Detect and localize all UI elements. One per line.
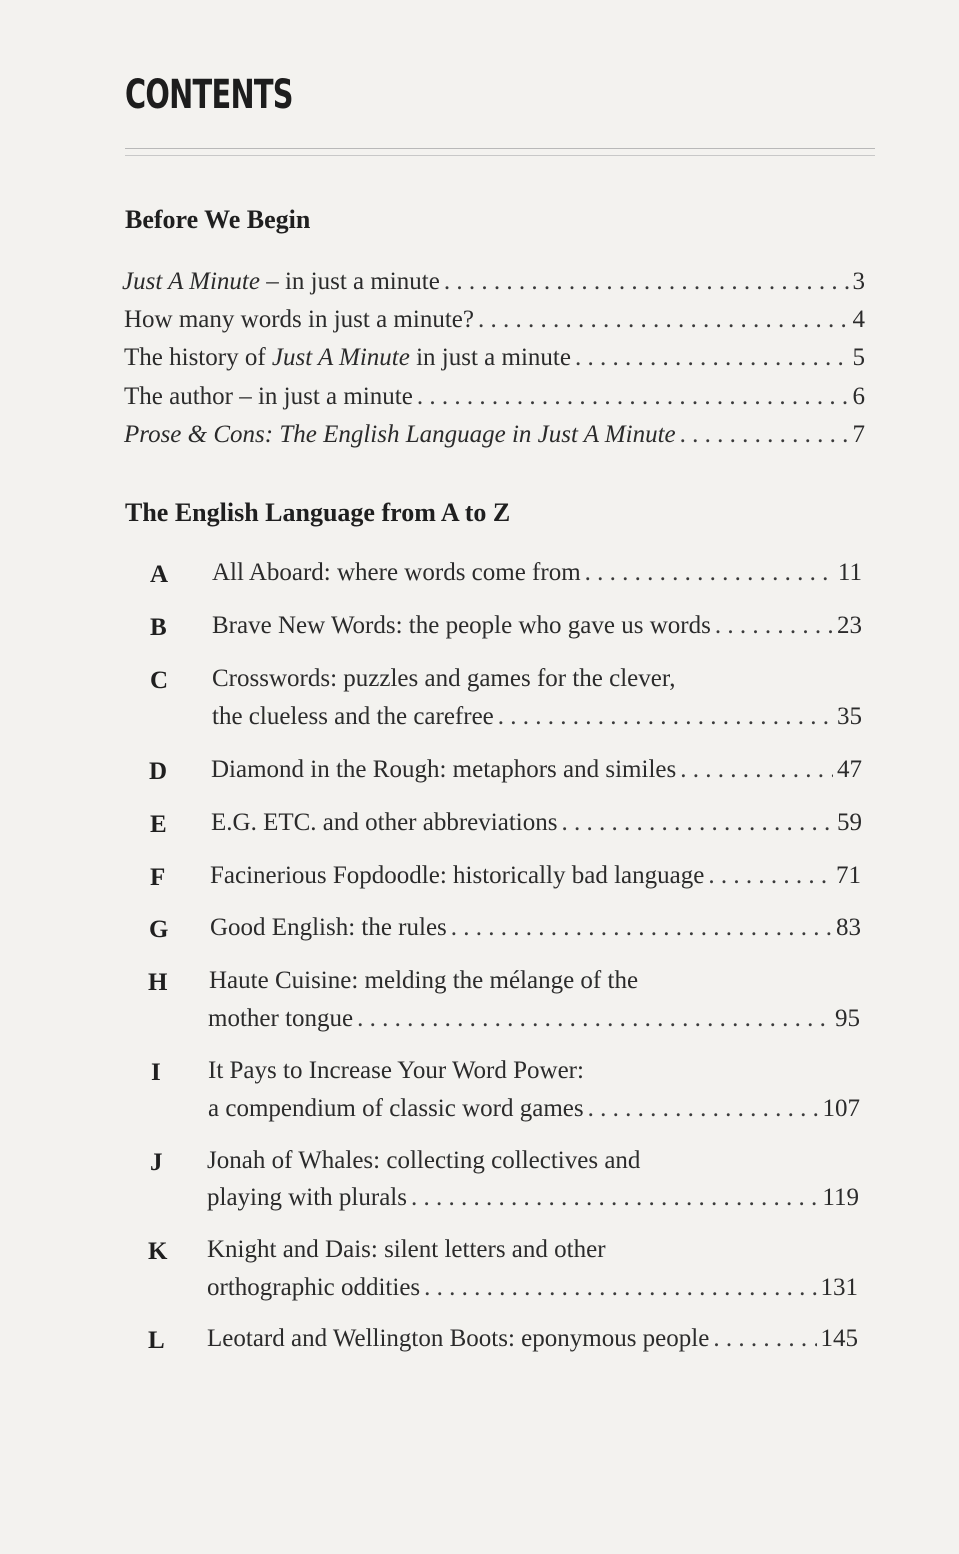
entry-title: Knight and Dais: silent letters and other	[207, 1236, 606, 1263]
leader-dots	[585, 559, 834, 587]
page-number: 83	[836, 914, 861, 941]
entry-title: All Aboard: where words come from	[212, 559, 581, 586]
toc-entry[interactable]	[122, 268, 865, 296]
section-heading-before-we-begin: Before We Begin	[125, 205, 311, 234]
entry-title: Facinerious Fopdoodle: historically bad language	[210, 862, 705, 889]
toc-entry[interactable]	[208, 1095, 860, 1123]
entry-title: Diamond in the Rough: metaphors and similes	[211, 756, 677, 783]
toc-entry[interactable]	[211, 809, 862, 837]
entry-title: How many words in just a minute?	[124, 306, 474, 333]
chapter-letter: I	[151, 1059, 161, 1086]
page-number: 35	[837, 703, 862, 730]
entry-title-italic: Just A Minute	[271, 344, 410, 371]
toc-entry[interactable]	[212, 559, 862, 587]
leader-dots	[708, 862, 832, 890]
entry-title-italic: Prose & Cons: The English Language in Just A Minute	[124, 421, 676, 448]
chapter-letter: L	[148, 1327, 165, 1354]
entry-title: Leotard and Wellington Boots: eponymous people	[207, 1325, 710, 1352]
toc-entry[interactable]	[212, 612, 862, 640]
leader-dots	[424, 1274, 816, 1302]
leader-dots	[411, 1184, 818, 1212]
toc-entry[interactable]	[207, 1325, 858, 1353]
chapter-letter: J	[150, 1149, 163, 1176]
entry-title-italic: Just A Minute	[122, 268, 260, 295]
page-title: CONTENTS	[125, 72, 293, 118]
page-number: 71	[836, 862, 861, 889]
chapter-letter: A	[150, 561, 169, 588]
toc-entry[interactable]	[208, 1005, 860, 1033]
page-number: 47	[837, 756, 862, 783]
page-number: 5	[852, 344, 865, 371]
chapter-letter: D	[149, 758, 168, 785]
leader-dots	[713, 1325, 816, 1353]
page-number: 4	[852, 306, 865, 333]
toc-entry[interactable]	[124, 421, 865, 449]
toc-entry[interactable]	[210, 862, 861, 890]
entry-title: orthographic oddities	[207, 1274, 421, 1301]
entry-title: Jonah of Whales: collecting collectives and	[207, 1147, 641, 1174]
toc-entry[interactable]	[211, 756, 862, 784]
entry-title: – in just a minute	[259, 268, 440, 295]
page-number: 7	[852, 421, 865, 448]
page-number: 107	[822, 1095, 860, 1122]
chapter-letter: G	[149, 916, 169, 943]
leader-dots	[575, 344, 849, 372]
leader-dots	[561, 809, 833, 837]
leader-dots	[444, 268, 849, 296]
entry-title: The history of	[124, 344, 272, 371]
page-number: 95	[835, 1005, 860, 1032]
page-number: 119	[822, 1184, 859, 1211]
entry-title: in just a minute	[409, 344, 571, 371]
leader-dots	[680, 421, 849, 449]
entry-title: the clueless and the carefree	[212, 703, 494, 730]
page-number: 23	[837, 612, 862, 639]
leader-dots	[417, 383, 849, 411]
entry-title: Brave New Words: the people who gave us words	[212, 612, 711, 639]
entry-title: Good English: the rules	[210, 914, 447, 941]
entry-title: playing with plurals	[207, 1184, 407, 1211]
chapter-letter: B	[150, 614, 167, 641]
toc-entry[interactable]	[124, 383, 865, 411]
chapter-letter: F	[150, 864, 166, 891]
toc-entry[interactable]	[212, 703, 862, 731]
toc-entry[interactable]	[210, 914, 861, 942]
entry-title: The author – in just a minute	[124, 383, 413, 410]
entry-title: mother tongue	[208, 1005, 354, 1032]
leader-dots	[478, 306, 849, 334]
leader-dots	[357, 1005, 831, 1033]
page-number: 59	[837, 809, 862, 836]
leader-dots	[680, 756, 833, 784]
leader-dots	[451, 914, 832, 942]
entry-title: Haute Cuisine: melding the mélange of the	[209, 967, 639, 994]
title-divider	[125, 148, 875, 156]
entry-title: It Pays to Increase Your Word Power:	[208, 1057, 584, 1084]
toc-entry[interactable]	[124, 344, 865, 372]
page-number: 3	[852, 268, 865, 295]
leader-dots	[715, 612, 833, 640]
chapter-letter: H	[148, 969, 168, 996]
page-number: 131	[820, 1274, 858, 1301]
entry-title: Crosswords: puzzles and games for the clever,	[212, 665, 676, 692]
page-number: 11	[837, 559, 862, 586]
page-number: 6	[852, 383, 865, 410]
leader-dots	[498, 703, 833, 731]
leader-dots	[588, 1095, 819, 1123]
entry-title: E.G. ETC. and other abbreviations	[211, 809, 558, 836]
chapter-letter: K	[148, 1238, 168, 1265]
page-number: 145	[820, 1325, 858, 1352]
chapter-letter: E	[150, 811, 167, 838]
toc-entry[interactable]	[124, 306, 865, 334]
chapter-letter: C	[150, 667, 169, 694]
toc-entry[interactable]	[207, 1274, 858, 1302]
toc-entry[interactable]	[207, 1184, 859, 1212]
entry-title: a compendium of classic word games	[208, 1095, 584, 1122]
section-heading-a-to-z: The English Language from A to Z	[125, 498, 511, 527]
